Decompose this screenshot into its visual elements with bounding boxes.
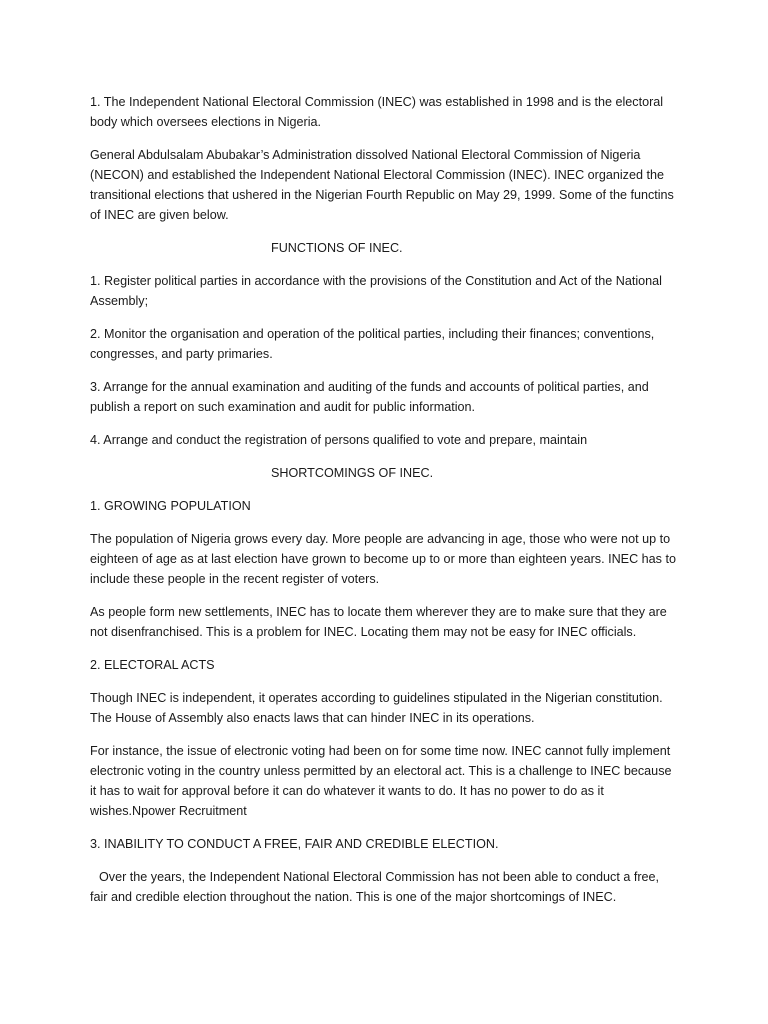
function-item-1: 1. Register political parties in accordance with the provisions of the Constitution and Act of the National Assembly;	[90, 274, 662, 308]
intro-paragraph-2: General Abdulsalam Abubakar’s Administration dissolved National Electoral Commission of Nigeria (NECON) and established the Independent National Electoral Commission (INEC). INEC organized the transitional elections that ushered in the Nigerian Fourth Republic on May 29, 1999. Some of the functins of INEC are given below.	[90, 148, 674, 222]
shortcoming-3-paragraph-1: Over the years, the Independent National Electoral Commission has not been able to conduct a free, fair and credible election throughout the nation. This is one of the major shortcomings of INEC.	[90, 870, 660, 904]
function-item-4: 4. Arrange and conduct the registration of persons qualified to vote and prepare, maintain	[90, 433, 588, 447]
shortcoming-1-title: 1. GROWING POPULATION	[90, 499, 251, 513]
shortcoming-2-title: 2. ELECTORAL ACTS	[90, 658, 215, 672]
intro-paragraph-1: 1. The Independent National Electoral Commission (INEC) was established in 1998 and is the electoral body which oversees elections in Nigeria.	[90, 95, 664, 129]
shortcoming-1-paragraph-1: The population of Nigeria grows every day. More people are advancing in age, those who were not up to eighteen of age as at last election have grown to become up to or more than eighteen years. INEC has to include these people in the recent register of voters.	[90, 532, 676, 586]
functions-heading: FUNCTIONS OF INEC.	[271, 241, 403, 255]
shortcoming-3-title: 3. INABILITY TO CONDUCT A FREE, FAIR AND CREDIBLE ELECTION.	[90, 837, 499, 851]
document-body	[90, 92, 680, 920]
function-item-2: 2. Monitor the organisation and operation of the political parties, including their finances; conventions, congresses, and party primaries.	[90, 327, 655, 361]
shortcoming-2-paragraph-2: For instance, the issue of electronic voting had been on for some time now. INEC cannot fully implement electronic voting in the country unless permitted by an electoral act. This is a challenge to INEC because it has to wait for approval before it can do whatever it wants to do. It has no power to do as it wishes.Npower Recruitment	[90, 744, 672, 818]
shortcomings-heading: SHORTCOMINGS OF INEC.	[271, 466, 434, 480]
function-item-3: 3. Arrange for the annual examination and auditing of the funds and accounts of political parties, and publish a report on such examination and audit for public information.	[90, 380, 649, 414]
shortcoming-2-paragraph-1: Though INEC is independent, it operates according to guidelines stipulated in the Nigerian constitution. The House of Assembly also enacts laws that can hinder INEC in its operations.	[90, 691, 663, 725]
shortcoming-1-paragraph-2: As people form new settlements, INEC has to locate them wherever they are to make sure that they are not disenfranchised. This is a problem for INEC. Locating them may not be easy for INEC officials.	[90, 605, 667, 639]
